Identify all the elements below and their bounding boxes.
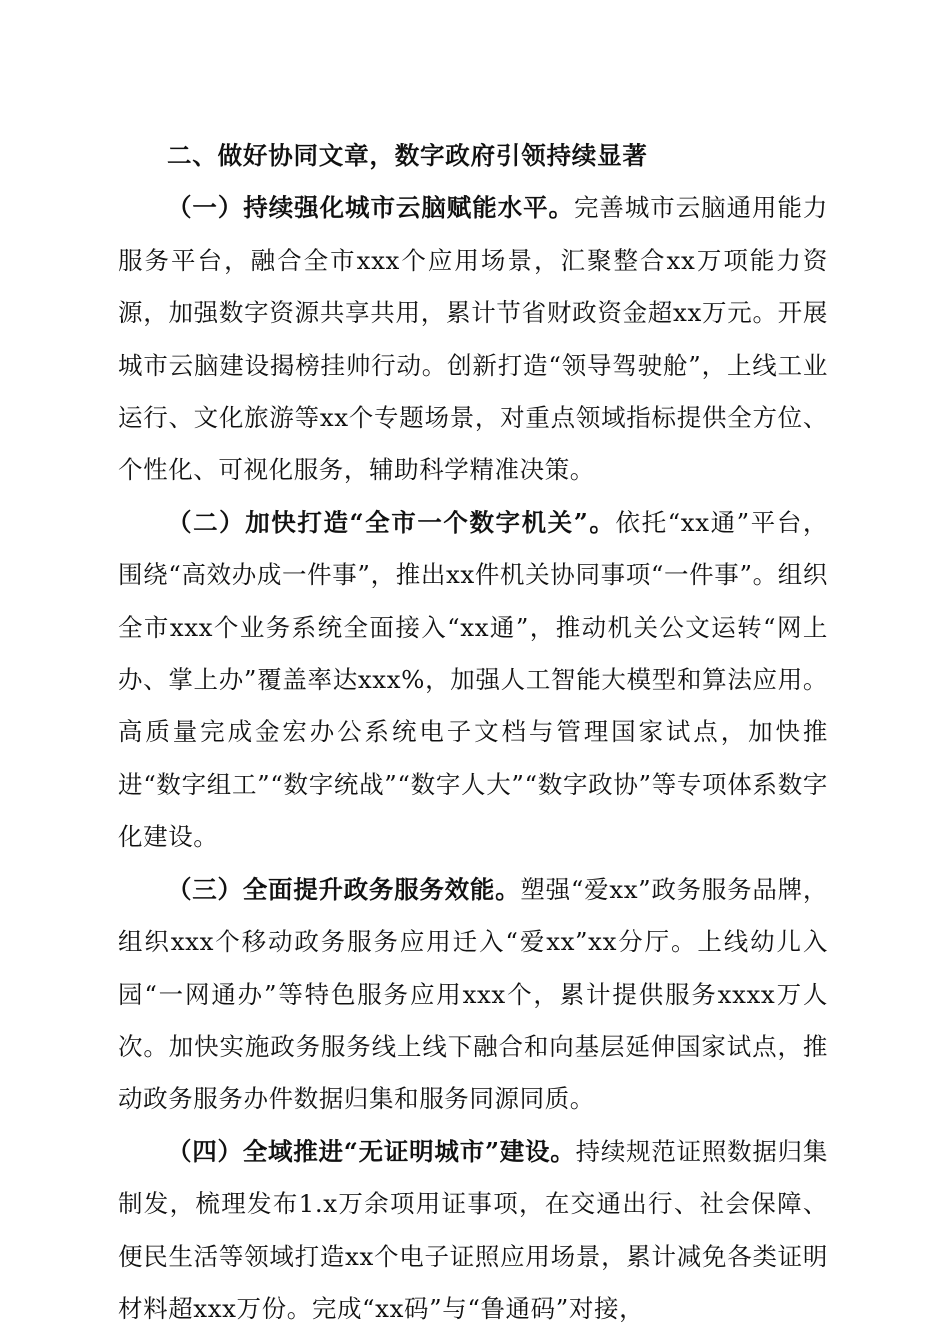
document-body xyxy=(118,130,828,1335)
paragraph-lead: （四）全域推进“无证明城市”建设。 xyxy=(167,1136,576,1166)
paragraph-body: 完善城市云脑通用能力服务平台，融合全市xxx个应用场景，汇聚整合xx万项能力资源，加强数字资源共享共用，累计节省财政资金超xx万元。开展城市云脑建设揭榜挂帅行动。创新打造“领导驾驶舱”，上线工业运行、文化旅游等xx个专题场景，对重点领域指标提供全方位、个性化、可视化服务，辅助科学精准决策。 xyxy=(118,193,828,485)
paragraph-no-proof-city xyxy=(118,1126,828,1336)
paragraph-body: 持续规范证照数据归集制发，梳理发布1.x万余项用证事项，在交通出行、社会保障、便民生活等领域打造xx个电子证照应用场景，累计减免各类证明材料超xxx万份。完成“xx码”与“鲁通码”对接， xyxy=(118,1136,828,1323)
section-heading: 二、做好协同文章，数字政府引领持续显著 xyxy=(167,141,648,170)
paragraph-cloud-brain xyxy=(118,182,828,496)
paragraph-lead: （一）持续强化城市云脑赋能水平。 xyxy=(167,193,574,223)
paragraph-body: 依托“xx通”平台，围绕“高效办成一件事”，推出xx件机关协同事项“一件事”。组织全市xxx个业务系统全面接入“xx通”，推动机关公文运转“网上办、掌上办”覆盖率达xxx%，加强人工智能大模型和算法应用。高质量完成金宏办公系统电子文档与管理国家试点，加快推进“数字组工”“数字统战”“数字人大”“数字政协”等专项体系数字化建设。 xyxy=(118,507,828,852)
paragraph-digital-agency xyxy=(118,497,828,864)
paragraph-lead: （二）加快打造“全市一个数字机关”。 xyxy=(167,507,616,537)
paragraph-body: 塑强“爱xx”政务服务品牌，组织xxx个移动政务服务应用迁入“爱xx”xx分厅。上线幼儿入园“一网通办”等特色服务应用xxx个，累计提供服务xxxx万人次。加快实施政务服务线上线下融合和向基层延伸国家试点，推动政务服务办件数据归集和服务同源同质。 xyxy=(118,874,828,1114)
paragraph-lead: （三）全面提升政务服务效能。 xyxy=(167,874,521,904)
paragraph-government-services xyxy=(118,864,828,1126)
